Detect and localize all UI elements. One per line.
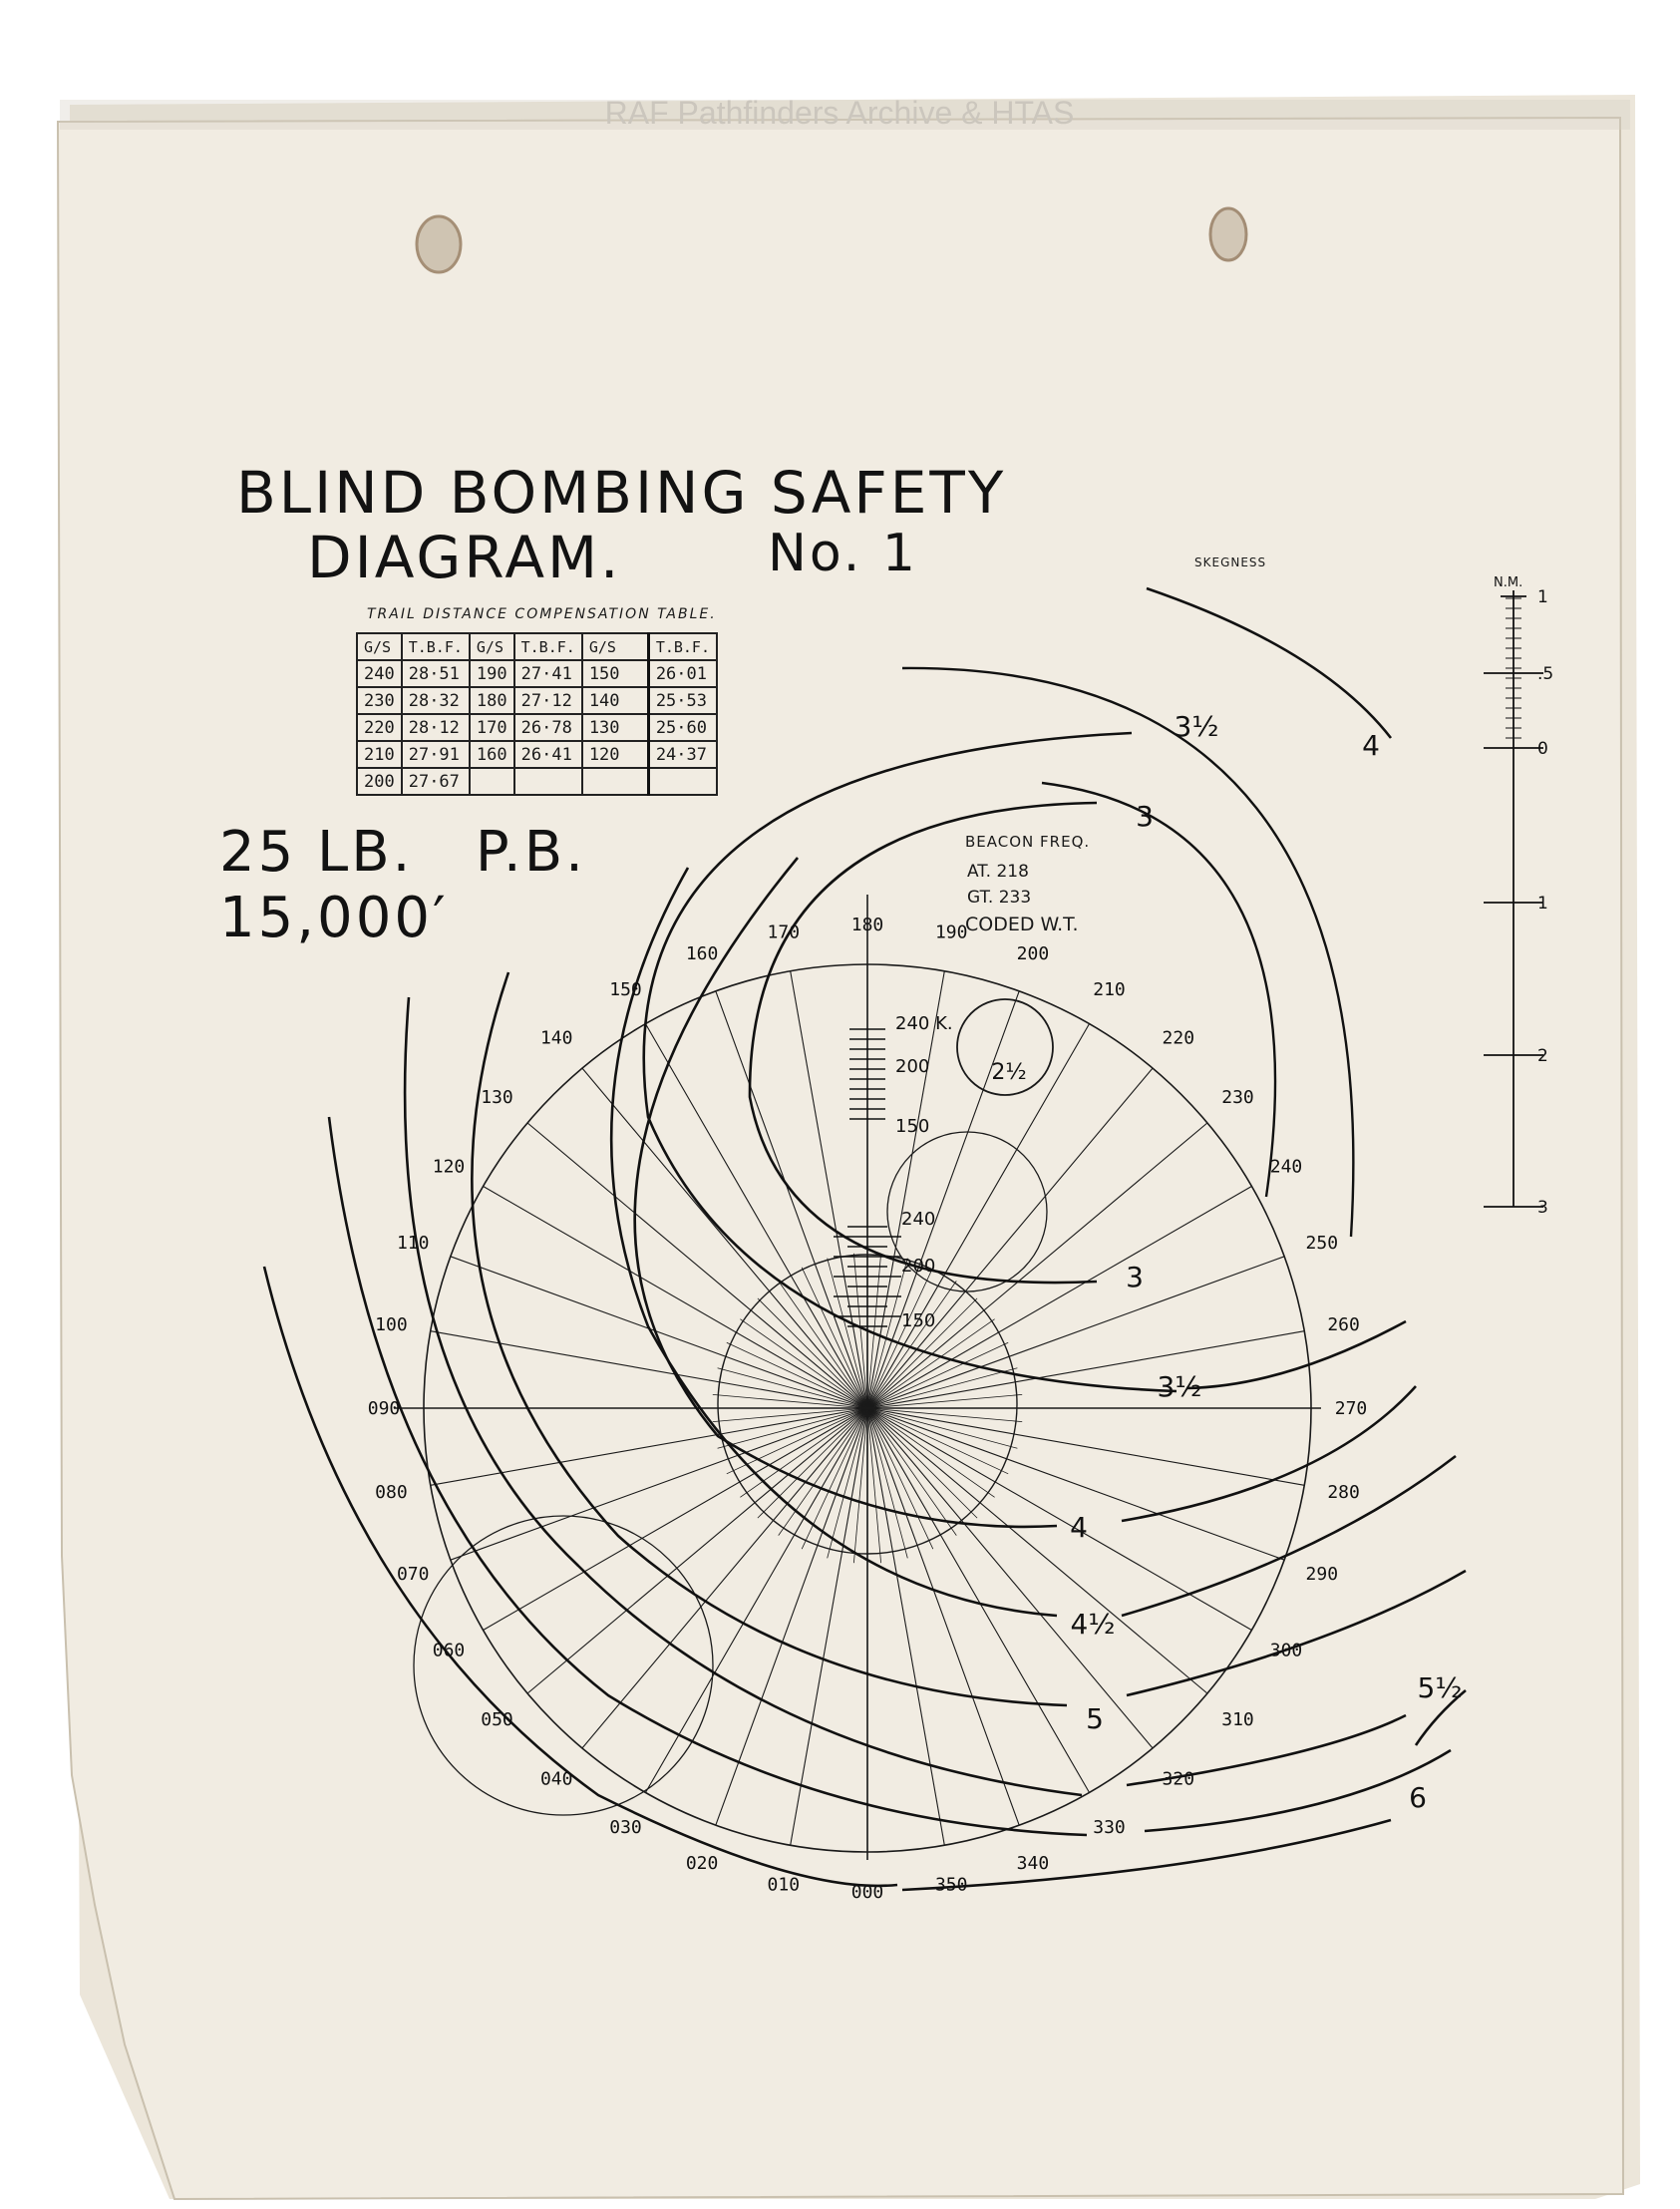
table-cell: 150 (582, 660, 649, 687)
bearing-label: 070 (396, 1563, 430, 1585)
diagram-title-line1: BLIND BOMBING SAFETY (236, 459, 1007, 527)
table-header-cell: T.B.F. (648, 633, 717, 660)
bearing-label: 220 (1162, 1027, 1195, 1049)
bearing-label: 180 (850, 915, 884, 935)
bearing-label: 160 (685, 943, 719, 965)
punch-hole (417, 216, 461, 272)
bearing-label: 060 (432, 1640, 466, 1661)
bearing-label: 090 (367, 1398, 401, 1419)
nm-scale-label: 1 (1537, 587, 1548, 607)
table-row (357, 741, 717, 768)
table-cell: 28·51 (402, 660, 470, 687)
nm-scale-label: 2 (1537, 1046, 1548, 1066)
speed-scale-label: 200 (901, 1256, 936, 1277)
range-arc-label: 4 (1362, 729, 1380, 762)
bearing-label: 140 (539, 1027, 573, 1049)
beacon-gt-label: GT. 233 (967, 888, 1032, 908)
table-cell: 240 (357, 660, 402, 687)
bearing-label: 000 (850, 1882, 884, 1903)
table-row (357, 768, 717, 795)
range-arc-label: 5 (1086, 1702, 1104, 1735)
bearing-label: 280 (1327, 1482, 1360, 1504)
nm-scale-label: 1 (1537, 894, 1548, 914)
range-arc-label: 4 (1070, 1511, 1088, 1544)
paper-front-sheet (58, 118, 1623, 2199)
bearing-label: 010 (767, 1874, 801, 1896)
speed-scale-label: 150 (901, 1310, 936, 1331)
table-cell (648, 768, 717, 795)
range-arc-label: 5½ (1417, 1671, 1463, 1704)
bomb-type: 25 LB. P.B. (219, 820, 586, 885)
trail-distance-table (356, 632, 718, 796)
bearing-label: 320 (1162, 1768, 1195, 1790)
range-arc-label: 3½ (1174, 710, 1219, 743)
range-arc-label: 6 (1409, 1781, 1427, 1814)
diagram-number: No. 1 (768, 524, 918, 583)
bearing-label: 150 (609, 979, 642, 1000)
bearing-label: 120 (432, 1156, 466, 1178)
bearing-label: 210 (1093, 979, 1126, 1000)
bearing-label: 170 (767, 921, 801, 943)
bearing-label: 040 (539, 1768, 573, 1790)
beacon-frequency-label: BEACON FREQ. (965, 833, 1091, 851)
bearing-label: 110 (396, 1233, 430, 1255)
bearing-label: 310 (1221, 1708, 1254, 1730)
nm-scale-label: 3 (1537, 1198, 1548, 1218)
table-cell: 27·91 (402, 741, 470, 768)
table-cell: 26·78 (514, 714, 582, 741)
range-arc-label: 2½ (991, 1060, 1027, 1085)
watermark: RAF Pathfinders Archive & HTAS (604, 95, 1075, 131)
punch-hole (1210, 208, 1246, 260)
range-arc-label: 3 (1126, 1261, 1144, 1293)
table-header-cell: G/S (582, 633, 649, 660)
nm-scale-label: 0 (1537, 739, 1548, 759)
bearing-label: 030 (609, 1817, 642, 1838)
table-cell: 220 (357, 714, 402, 741)
speed-scale-label: 150 (895, 1116, 930, 1137)
bearing-label: 080 (375, 1482, 408, 1504)
speed-scale-label: 200 (895, 1056, 930, 1077)
bearing-label: 350 (934, 1874, 968, 1896)
nm-unit-label: N.M. (1494, 575, 1523, 590)
table-cell: 27·67 (402, 768, 470, 795)
table-cell: 26·41 (514, 741, 582, 768)
table-header-cell: G/S (357, 633, 402, 660)
table-cell: 160 (470, 741, 514, 768)
table-cell: 27·41 (514, 660, 582, 687)
table-cell: 130 (582, 714, 649, 741)
bearing-label: 100 (375, 1313, 408, 1335)
table-cell: 120 (582, 741, 649, 768)
table-cell: 140 (582, 687, 649, 714)
bearing-label: 240 (1269, 1156, 1303, 1178)
table-row (357, 660, 717, 687)
table-row (357, 687, 717, 714)
table-cell: 210 (357, 741, 402, 768)
speed-scale-label: 240 (901, 1209, 936, 1230)
table-cell: 200 (357, 768, 402, 795)
table-header-cell: G/S (470, 633, 514, 660)
table-cell: 24·37 (648, 741, 717, 768)
table-cell: 28·12 (402, 714, 470, 741)
diagram-title-line2: DIAGRAM. (307, 524, 622, 591)
range-arc-label: 3 (1136, 800, 1154, 833)
table-header-cell: T.B.F. (514, 633, 582, 660)
beacon-coded-label: CODED W.T. (965, 914, 1079, 935)
bearing-label: 020 (685, 1852, 719, 1874)
table-cell (470, 768, 514, 795)
table-cell: 25·53 (648, 687, 717, 714)
table-caption: TRAIL DISTANCE COMPENSATION TABLE. (367, 606, 717, 622)
bearing-label: 190 (934, 921, 968, 943)
table-cell: 170 (470, 714, 514, 741)
table-cell: 26·01 (648, 660, 717, 687)
bearing-label: 260 (1327, 1313, 1360, 1335)
release-height: 15,000′ (219, 886, 449, 950)
table-cell: 230 (357, 687, 402, 714)
table-cell: 27·12 (514, 687, 582, 714)
bearing-label: 050 (481, 1708, 513, 1730)
bearing-label: 270 (1334, 1398, 1368, 1419)
table-cell: 25·60 (648, 714, 717, 741)
bearing-label: 300 (1269, 1640, 1303, 1661)
bearing-label: 330 (1093, 1817, 1126, 1838)
table-cell: 180 (470, 687, 514, 714)
table-row (357, 714, 717, 741)
bearing-label: 130 (481, 1087, 513, 1109)
bearing-label: 250 (1305, 1233, 1339, 1255)
bearing-label: 340 (1016, 1852, 1050, 1874)
range-arc-label: 3½ (1157, 1370, 1202, 1403)
table-cell: 28·32 (402, 687, 470, 714)
nm-scale-label: .5 (1537, 664, 1554, 684)
bearing-label: 290 (1305, 1563, 1339, 1585)
table-cell: 190 (470, 660, 514, 687)
table-cell (582, 768, 649, 795)
table-cell (514, 768, 582, 795)
speed-scale-label: 240 K. (895, 1013, 953, 1034)
table-header-cell: T.B.F. (402, 633, 470, 660)
place-label: SKEGNESS (1194, 555, 1267, 569)
beacon-at-label: AT. 218 (967, 862, 1029, 882)
bearing-label: 200 (1016, 943, 1050, 965)
range-arc-label: 4½ (1070, 1608, 1116, 1641)
bearing-label: 230 (1221, 1087, 1254, 1109)
